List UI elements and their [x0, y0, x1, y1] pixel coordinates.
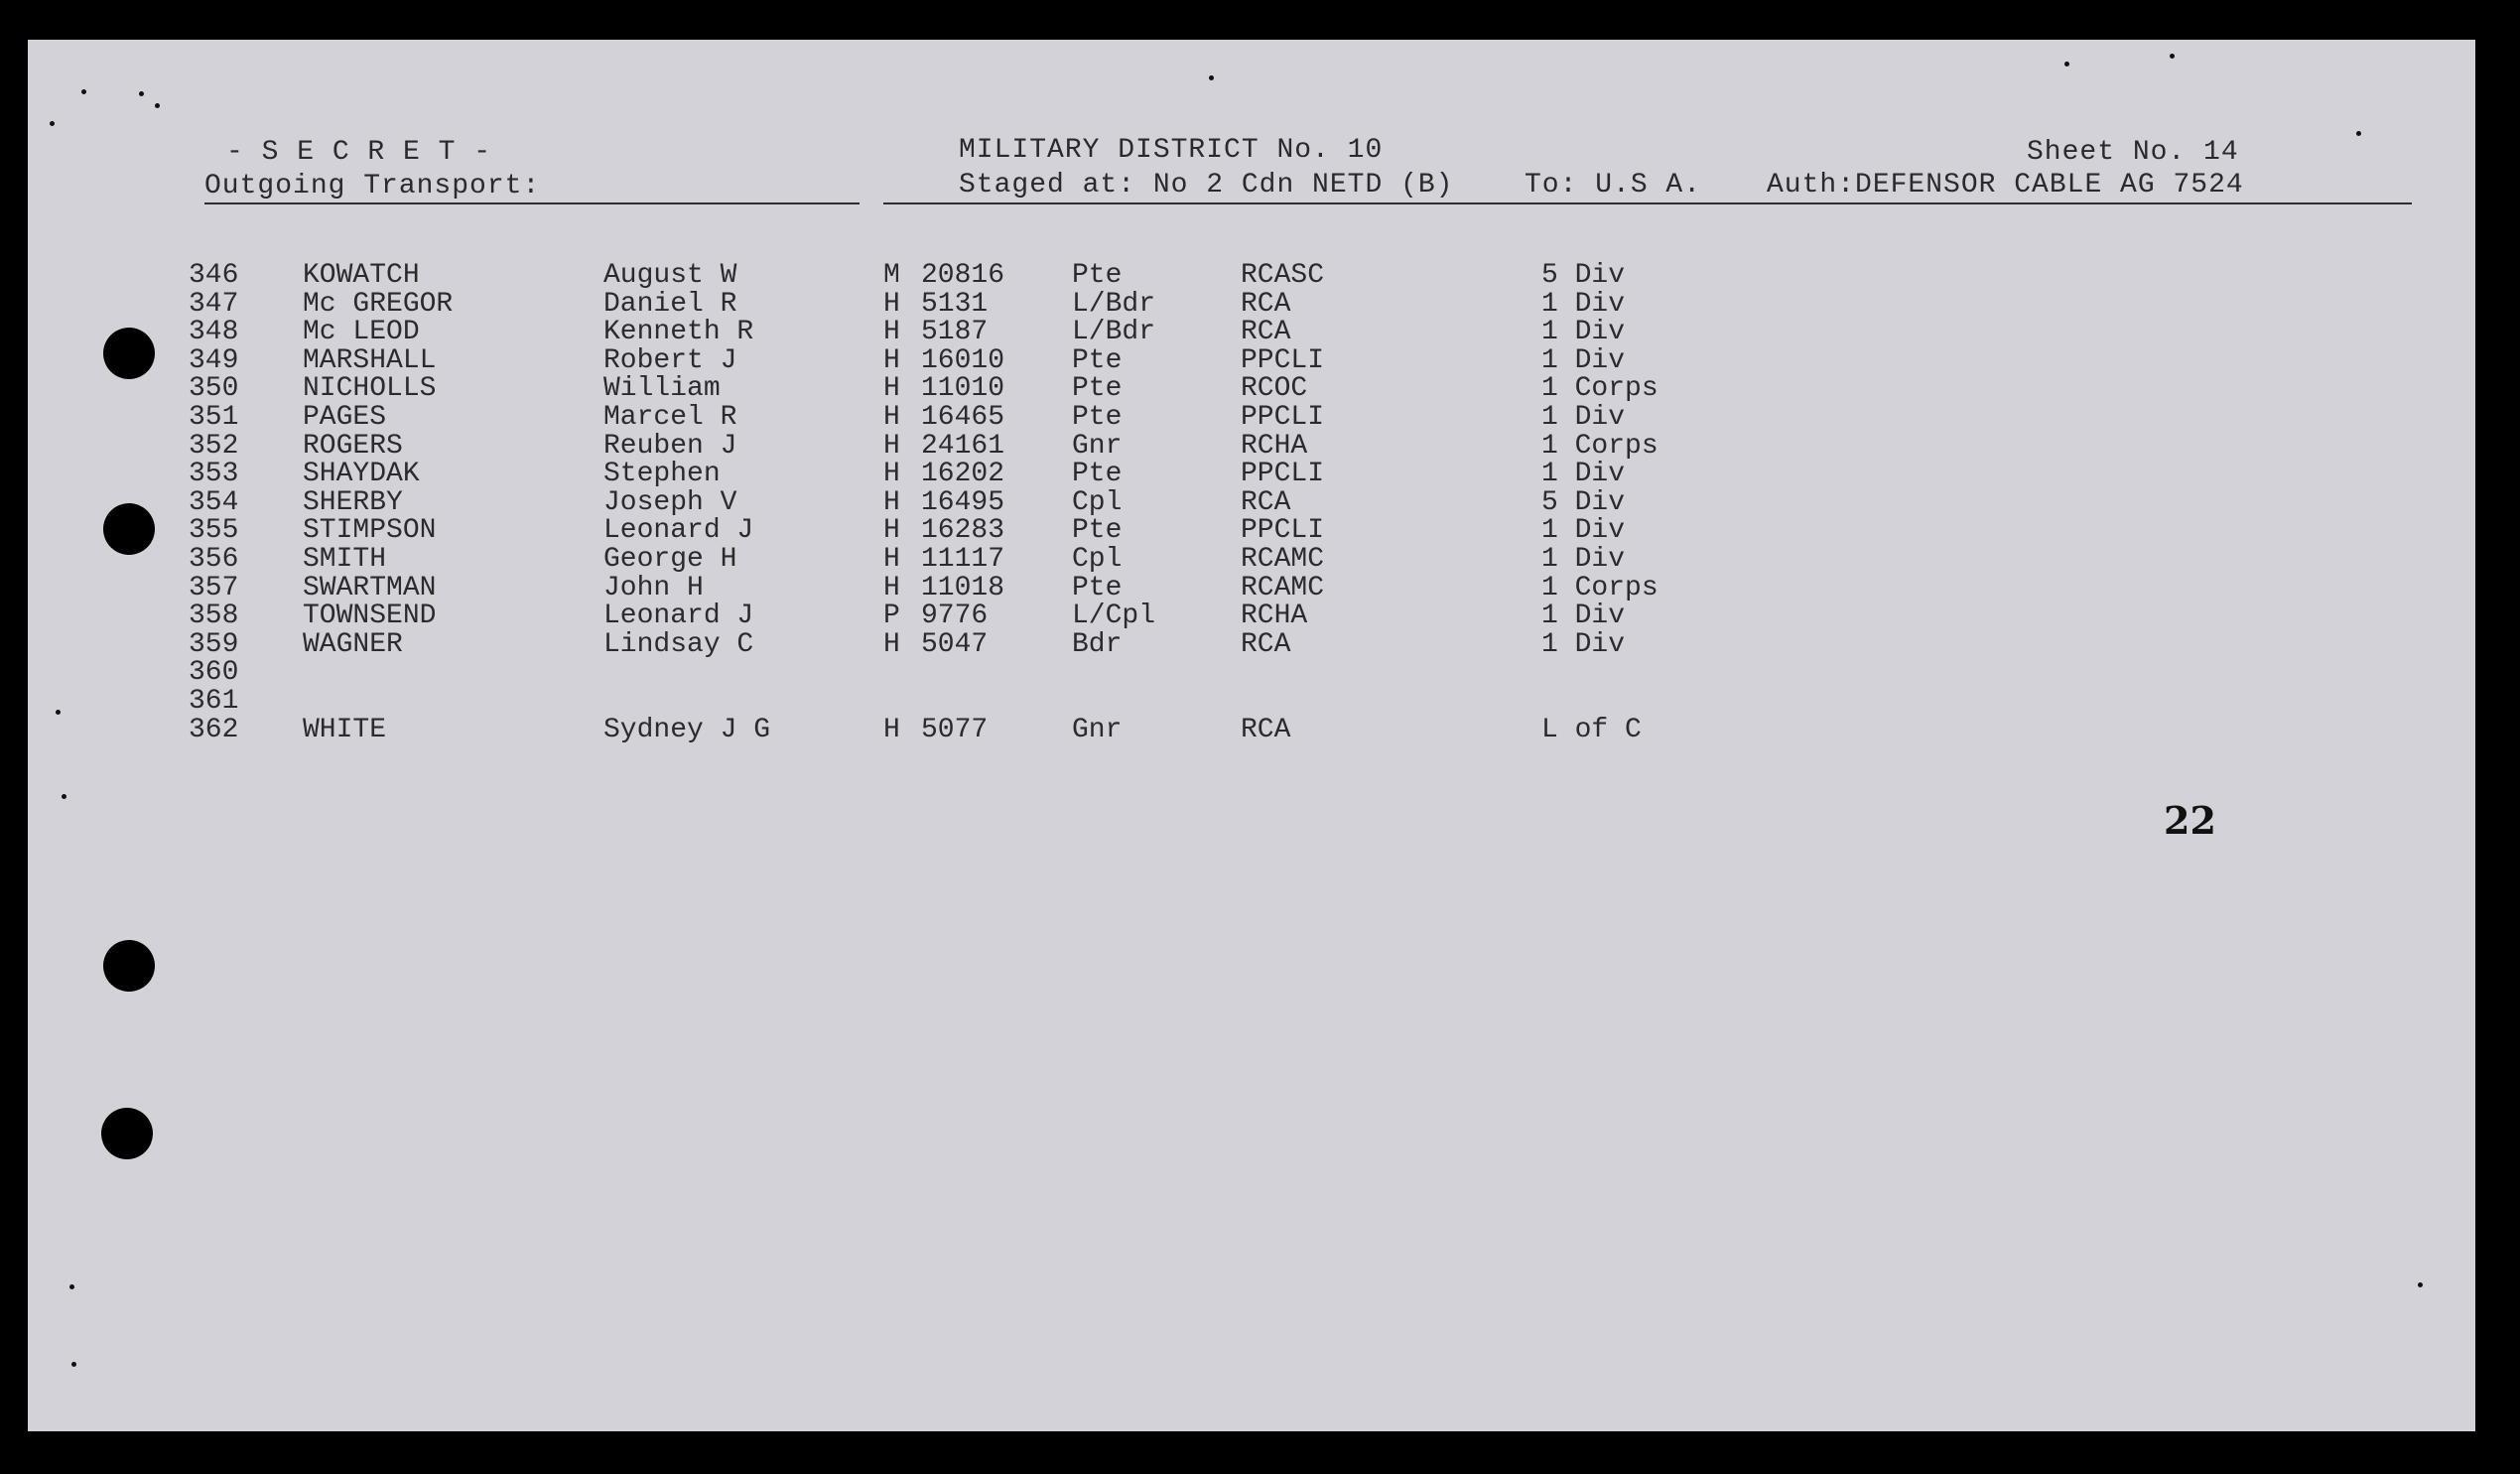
cell-unit: RCHA: [1241, 601, 1308, 632]
cell-dest: 5 Div: [1541, 486, 1626, 518]
speck: [139, 91, 144, 96]
cell-num: 358: [189, 601, 239, 632]
cell-surname: NICHOLLS: [303, 373, 437, 405]
staged-at: Staged at: No 2 Cdn NETD (B): [959, 170, 1454, 201]
cell-rank: Pte: [1072, 572, 1123, 603]
cell-given: John H: [603, 572, 704, 603]
cell-num: 362: [189, 714, 239, 745]
cell-surname: Mc LEOD: [303, 317, 420, 348]
cell-dest: 1 Div: [1541, 515, 1626, 547]
cell-surname: Mc GREGOR: [303, 288, 454, 320]
cell-no: 9776: [921, 601, 989, 632]
speck: [1209, 75, 1214, 80]
cell-given: Sydney J G: [603, 714, 771, 745]
cell-no: 20816: [921, 260, 1005, 291]
cell-num: 360: [189, 657, 239, 689]
cell-num: 361: [189, 686, 239, 717]
cell-dest: 5 Div: [1541, 260, 1626, 291]
binder-hole: [103, 940, 155, 992]
cell-given: Stephen: [603, 459, 721, 490]
cell-num: 348: [189, 317, 239, 348]
cell-ltr: H: [883, 430, 900, 462]
cell-dest: 1 Corps: [1541, 430, 1658, 462]
cell-surname: KOWATCH: [303, 260, 420, 291]
cell-given: George H: [603, 544, 737, 575]
cell-rank: Bdr: [1072, 628, 1123, 660]
speck: [81, 89, 86, 94]
list-item: [28, 544, 1814, 575]
cell-ltr: H: [883, 317, 900, 348]
cell-rank: Pte: [1072, 459, 1123, 490]
cell-surname: WAGNER: [303, 628, 403, 660]
destination-country: To: U.S A.: [1525, 170, 1702, 201]
cell-unit: RCA: [1241, 288, 1291, 320]
cell-no: 11018: [921, 572, 1005, 603]
cell-given: Robert J: [603, 344, 737, 376]
cell-dest: 1 Corps: [1541, 572, 1658, 603]
cell-num: 346: [189, 260, 239, 291]
cell-dest: 1 Div: [1541, 288, 1626, 320]
cell-no: 16465: [921, 402, 1005, 433]
cell-unit: RCA: [1241, 628, 1291, 660]
cell-given: Leonard J: [603, 601, 754, 632]
cell-unit: PPCLI: [1241, 344, 1325, 376]
cell-no: 5047: [921, 628, 989, 660]
cell-rank: Gnr: [1072, 714, 1123, 745]
cell-unit: PPCLI: [1241, 459, 1325, 490]
cell-rank: Pte: [1072, 344, 1123, 376]
cell-no: 5131: [921, 288, 989, 320]
cell-surname: SWARTMAN: [303, 572, 437, 603]
cell-given: Lindsay C: [603, 628, 754, 660]
military-district: MILITARY DISTRICT No. 10: [959, 135, 1384, 166]
cell-dest: 1 Div: [1541, 601, 1626, 632]
cell-rank: Cpl: [1072, 486, 1123, 518]
list-item: [28, 686, 1814, 717]
cell-no: 16283: [921, 515, 1005, 547]
cell-no: 11117: [921, 544, 1005, 575]
cell-ltr: H: [883, 714, 900, 745]
cell-rank: Pte: [1072, 515, 1123, 547]
cell-no: 16495: [921, 486, 1005, 518]
cell-given: Daniel R: [603, 288, 737, 320]
cell-no: 16202: [921, 459, 1005, 490]
cell-num: 359: [189, 628, 239, 660]
cell-num: 347: [189, 288, 239, 320]
list-item: [28, 459, 1814, 490]
speck: [2170, 54, 2175, 59]
cell-no: 5077: [921, 714, 989, 745]
cell-surname: STIMPSON: [303, 515, 437, 547]
list-item: [28, 486, 1814, 518]
cell-unit: RCA: [1241, 317, 1291, 348]
secret-marking: - S E C R E T -: [226, 137, 492, 168]
cell-no: 11010: [921, 373, 1005, 405]
cell-surname: ROGERS: [303, 430, 403, 462]
cell-ltr: H: [883, 288, 900, 320]
cell-no: 16010: [921, 344, 1005, 376]
cell-rank: Pte: [1072, 402, 1123, 433]
list-item: [28, 373, 1814, 405]
speck: [2064, 62, 2069, 67]
cell-rank: Pte: [1072, 260, 1123, 291]
authority: Auth:DEFENSOR CABLE AG 7524: [1767, 170, 2244, 201]
cell-dest: 1 Div: [1541, 317, 1626, 348]
cell-dest: 1 Corps: [1541, 373, 1658, 405]
speck: [2418, 1282, 2423, 1287]
cell-ltr: H: [883, 515, 900, 547]
cell-ltr: H: [883, 344, 900, 376]
speck: [71, 1362, 76, 1367]
cell-unit: RCHA: [1241, 430, 1308, 462]
cell-rank: Gnr: [1072, 430, 1123, 462]
cell-num: 356: [189, 544, 239, 575]
cell-given: Reuben J: [603, 430, 737, 462]
list-item: [28, 402, 1814, 433]
cell-ltr: M: [883, 260, 900, 291]
list-item: [28, 714, 1814, 745]
cell-ltr: H: [883, 544, 900, 575]
cell-surname: SHAYDAK: [303, 459, 420, 490]
cell-dest: 1 Div: [1541, 402, 1626, 433]
cell-rank: L/Bdr: [1072, 288, 1156, 320]
cell-given: William: [603, 373, 721, 405]
cell-surname: SMITH: [303, 544, 387, 575]
cell-ltr: H: [883, 373, 900, 405]
cell-num: 355: [189, 515, 239, 547]
cell-unit: RCA: [1241, 486, 1291, 518]
cell-ltr: H: [883, 486, 900, 518]
speck: [62, 794, 66, 799]
cell-rank: Cpl: [1072, 544, 1123, 575]
list-item: [28, 288, 1814, 320]
list-item: [28, 260, 1814, 291]
cell-unit: RCA: [1241, 714, 1291, 745]
cell-given: Marcel R: [603, 402, 737, 433]
cell-num: 357: [189, 572, 239, 603]
cell-surname: SHERBY: [303, 486, 403, 518]
document-sheet: [28, 40, 2475, 1431]
cell-unit: RCOC: [1241, 373, 1308, 405]
cell-unit: PPCLI: [1241, 402, 1325, 433]
list-item: [28, 657, 1814, 689]
cell-given: Leonard J: [603, 515, 754, 547]
outgoing-transport-label: Outgoing Transport:: [204, 171, 541, 201]
cell-rank: L/Bdr: [1072, 317, 1156, 348]
list-item: [28, 317, 1814, 348]
cell-ltr: H: [883, 459, 900, 490]
cell-surname: WHITE: [303, 714, 387, 745]
cell-surname: PAGES: [303, 402, 387, 433]
cell-unit: RCAMC: [1241, 572, 1325, 603]
cell-dest: 1 Div: [1541, 344, 1626, 376]
speck: [69, 1284, 74, 1289]
cell-no: 5187: [921, 317, 989, 348]
cell-ltr: H: [883, 628, 900, 660]
cell-given: Kenneth R: [603, 317, 754, 348]
page-number: 22: [2164, 798, 2216, 843]
cell-rank: Pte: [1072, 373, 1123, 405]
cell-rank: L/Cpl: [1072, 601, 1156, 632]
cell-unit: PPCLI: [1241, 515, 1325, 547]
cell-surname: TOWNSEND: [303, 601, 437, 632]
cell-dest: 1 Div: [1541, 628, 1626, 660]
speck: [50, 121, 55, 126]
cell-surname: MARSHALL: [303, 344, 437, 376]
cell-num: 352: [189, 430, 239, 462]
list-item: [28, 430, 1814, 462]
cell-ltr: P: [883, 601, 900, 632]
list-item: [28, 515, 1814, 547]
cell-num: 351: [189, 402, 239, 433]
header-underline-right: [883, 202, 2412, 204]
speck: [155, 103, 160, 108]
binder-hole: [101, 1108, 153, 1159]
cell-ltr: H: [883, 572, 900, 603]
cell-num: 350: [189, 373, 239, 405]
cell-num: 353: [189, 459, 239, 490]
cell-ltr: H: [883, 402, 900, 433]
cell-dest: L of C: [1541, 714, 1642, 745]
header-underline-left: [204, 202, 860, 204]
cell-no: 24161: [921, 430, 1005, 462]
cell-given: August W: [603, 260, 737, 291]
speck: [2356, 131, 2361, 136]
cell-dest: 1 Div: [1541, 544, 1626, 575]
list-item: [28, 344, 1814, 376]
list-item: [28, 601, 1814, 632]
cell-given: Joseph V: [603, 486, 737, 518]
cell-unit: RCAMC: [1241, 544, 1325, 575]
sheet-number: Sheet No. 14: [2027, 137, 2239, 168]
list-item: [28, 573, 1814, 601]
cell-unit: RCASC: [1241, 260, 1325, 291]
cell-num: 354: [189, 486, 239, 518]
list-item: [28, 628, 1814, 660]
cell-num: 349: [189, 344, 239, 376]
cell-dest: 1 Div: [1541, 459, 1626, 490]
